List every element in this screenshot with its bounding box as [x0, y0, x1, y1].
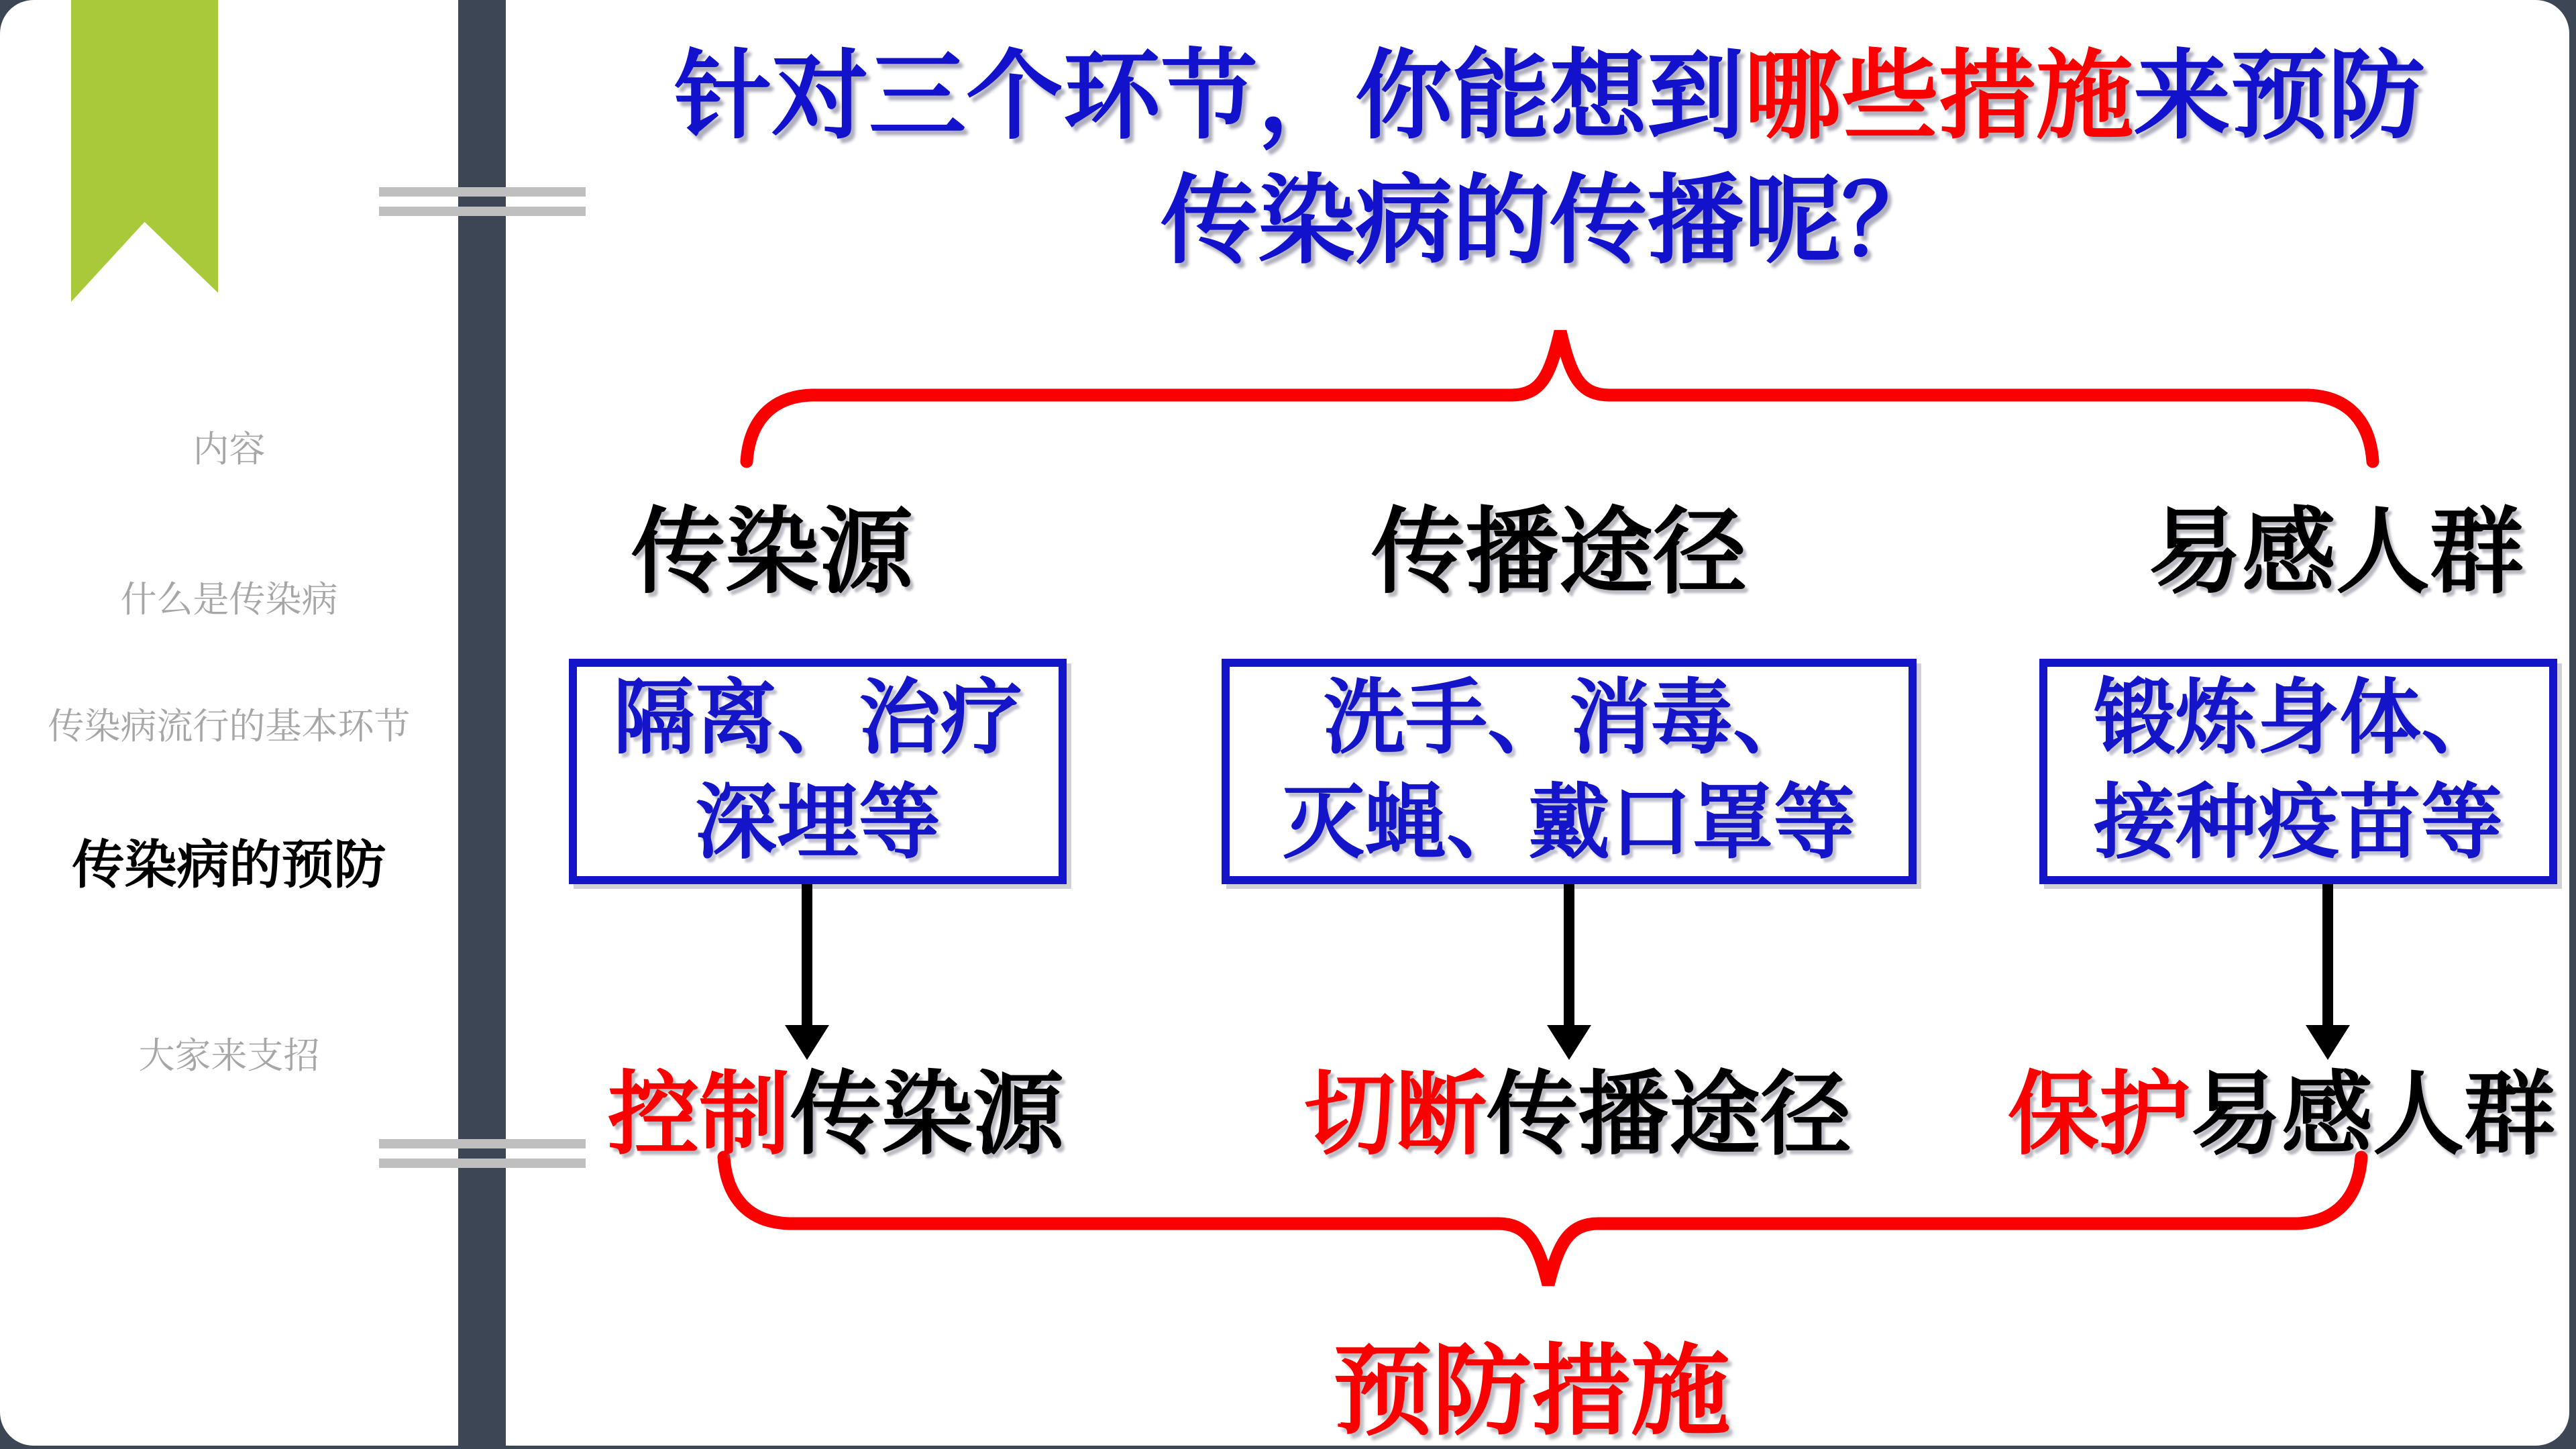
action-verb: 切断 — [1304, 1065, 1487, 1166]
slide-title — [530, 35, 2569, 284]
title-part-1: 针对三个环节，你能想到 — [674, 44, 1744, 151]
measure-line: 隔离、治疗 — [613, 674, 1022, 764]
arrow-shaft — [1564, 884, 1574, 1025]
action-verb: 控制 — [608, 1065, 790, 1166]
vertical-divider-bar — [458, 0, 506, 1446]
arrow-head — [785, 1025, 829, 1060]
arrow-shaft — [802, 884, 812, 1025]
down-arrow-icon — [1547, 884, 1591, 1060]
action-label-protect-population — [1993, 1065, 2569, 1166]
down-arrow-icon — [2306, 884, 2350, 1060]
curly-brace-up-icon — [747, 331, 2373, 462]
action-label-control-source — [547, 1065, 1124, 1166]
action-object: 易感人群 — [2190, 1065, 2555, 1166]
measure-line: 锻炼身体、 — [2094, 674, 2503, 764]
measure-line: 灭蝇、戴口罩等 — [1283, 778, 1856, 869]
slide-title-line1 — [530, 35, 2569, 160]
title-highlight: 哪些措施 — [1744, 44, 2133, 151]
arrow-shaft — [2322, 884, 2333, 1025]
title-part-2: 来预防 — [2133, 44, 2425, 151]
sidebar-item-everyone-suggests[interactable]: 大家来支招 — [138, 1036, 320, 1076]
curly-brace-down-icon — [724, 1157, 2361, 1285]
measure-line: 深埋等 — [695, 778, 941, 869]
measure-box-susceptible-population — [2039, 659, 2557, 884]
arrow-head — [2306, 1025, 2350, 1060]
measure-line: 接种疫苗等 — [2094, 778, 2503, 869]
column-header-susceptible-population: 易感人群 — [2147, 501, 2524, 605]
measure-line: 洗手、消毒、 — [1324, 674, 1815, 764]
conclusion-label: 预防措施 — [1333, 1338, 1730, 1446]
arrow-head — [1547, 1025, 1591, 1060]
measure-box-transmission-route — [1222, 659, 1917, 884]
sidebar-item-prevention-active[interactable]: 传染病的预防 — [72, 836, 386, 894]
sidebar-item-basic-links-of-epidemic[interactable]: 传染病流行的基本环节 — [48, 706, 411, 747]
column-header-transmission-route: 传播途径 — [1371, 501, 1747, 605]
bookmark-ribbon-icon — [71, 0, 218, 302]
column-header-infection-source: 传染源 — [631, 501, 913, 605]
sidebar-item-content[interactable]: 内容 — [193, 429, 266, 470]
sidebar-item-what-is-infectious-disease[interactable]: 什么是传染病 — [120, 580, 338, 620]
action-verb: 保护 — [2008, 1065, 2190, 1166]
action-object: 传播途径 — [1487, 1065, 1851, 1166]
action-object: 传染源 — [790, 1065, 1064, 1166]
measure-box-infection-source — [569, 659, 1067, 884]
slide-title-line2: 传染病的传播呢？ — [1161, 168, 1939, 276]
down-arrow-icon — [785, 884, 829, 1060]
action-label-cut-route — [1289, 1065, 1866, 1166]
